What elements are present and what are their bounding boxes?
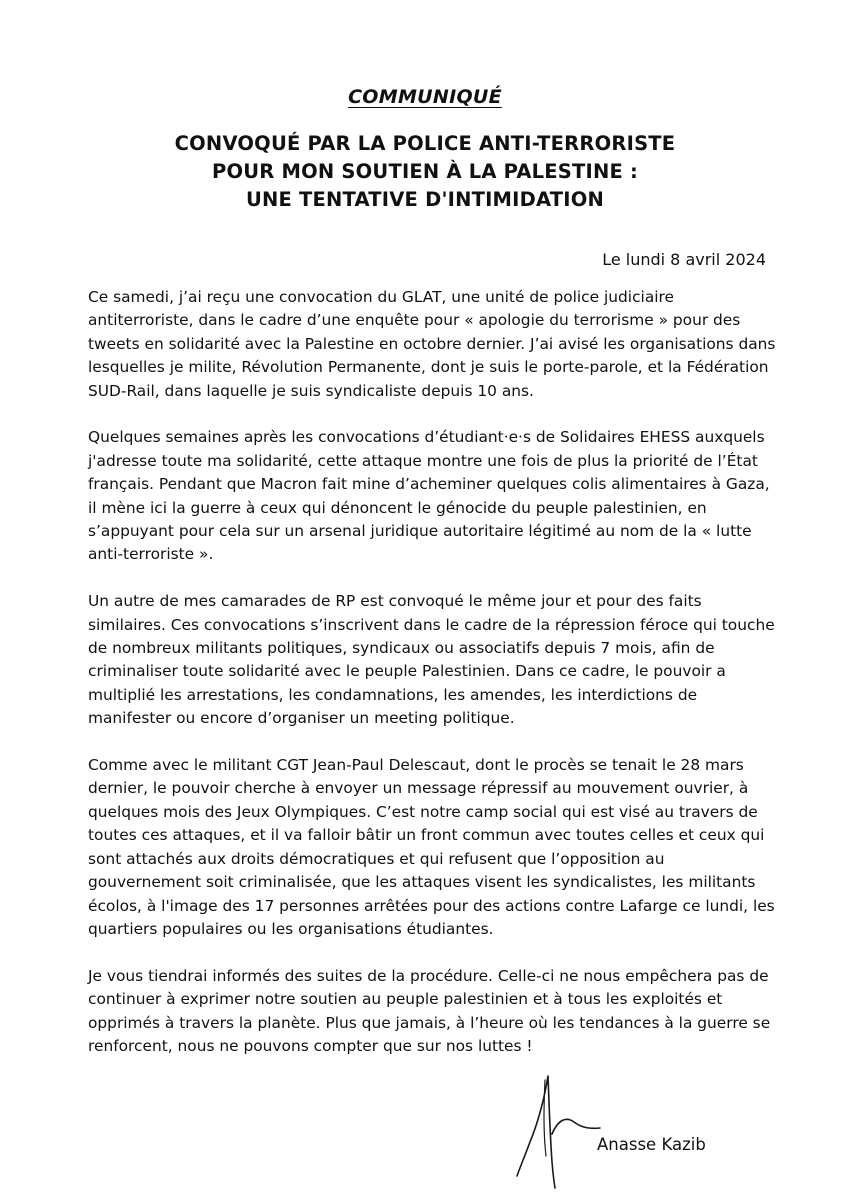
handwritten-signature xyxy=(512,1072,602,1192)
document-title xyxy=(0,130,850,214)
paragraph: Quelques semaines après les convocations d’étudiant·e·s de Solidaires EHESS auxquels j'adresse toute ma solidarité, cette attaque montre une fois de plus la priorité de l’État français. Pendant que Macron fait mine d’acheminer quelques colis alimentaires à Gaza, il mène ici la guerre à ceux qui dénoncent le génocide du peuple palestinien, en s’appuyant pour cela sur un arsenal juridique autoritaire légitimé au nom de la « lutte anti-terroriste ». xyxy=(88,428,770,564)
paragraph: Ce samedi, j’ai reçu une convocation du GLAT, une unité de police judiciaire antiterroriste, dans le cadre d’une enquête pour « apologie du terrorisme » pour des tweets en solidarité avec la Palestine en octobre dernier. J’ai avisé les organisations dans lesquelles je milite, Révolution Permanente, dont je suis le porte-parole, et la Fédération SUD-Rail, dans laquelle je suis syndicaliste depuis 10 ans. xyxy=(88,288,776,400)
paragraph: Comme avec le militant CGT Jean-Paul Delescaut, dont le procès se tenait le 28 mars dernier, le pouvoir cherche à envoyer un message répressif au mouvement ouvrier, à quelques mois des Jeux Olympiques. C’est notre camp social qui est visé au travers de toutes ces attaques, et il va falloir bâtir un front commun avec toutes celles et ceux qui sont attachés aux droits démocratiques et qui refusent que l’opposition au gouvernement soit criminalisée, que les attaques visent les syndicalistes, les militants écolos, à l'image des 17 personnes arrêtées pour des actions contre Lafarge ce lundi, les quartiers populaires ou les organisations étudiantes. xyxy=(88,756,775,938)
document-body xyxy=(88,286,778,1082)
title-line: POUR MON SOUTIEN À LA PALESTINE : xyxy=(212,160,638,183)
paragraph: Je vous tiendrai informés des suites de la procédure. Celle-ci ne nous empêchera pas de continuer à exprimer notre soutien au peuple palestinien et à tous les exploités et opprimés à travers la planète. Plus que jamais, à l’heure où les tendances à la guerre se renforcent, nous ne pouvons compter que sur nos luttes ! xyxy=(88,966,771,1055)
title-line: CONVOQUÉ PAR LA POLICE ANTI-TERRORISTE xyxy=(174,132,676,155)
document-date: Le lundi 8 avril 2024 xyxy=(602,250,766,269)
signature-name: Anasse Kazib xyxy=(597,1135,706,1154)
paragraph: Un autre de mes camarades de RP est convoqué le même jour et pour des faits similaires. Ces convocations s’inscrivent dans le cadre de la répression féroce qui touche de nombreux militants politiques, syndicaux ou associatifs depuis 7 mois, afin de criminaliser toute solidarité avec le peuple Palestinien. Dans ce cadre, le pouvoir a multiplié les arrestations, les condamnations, les amendes, les interdictions de manifester ou encore d’organiser un meeting politique. xyxy=(88,592,775,728)
title-line: UNE TENTATIVE D'INTIMIDATION xyxy=(245,188,605,211)
communique-label: COMMUNIQUÉ xyxy=(348,86,502,108)
